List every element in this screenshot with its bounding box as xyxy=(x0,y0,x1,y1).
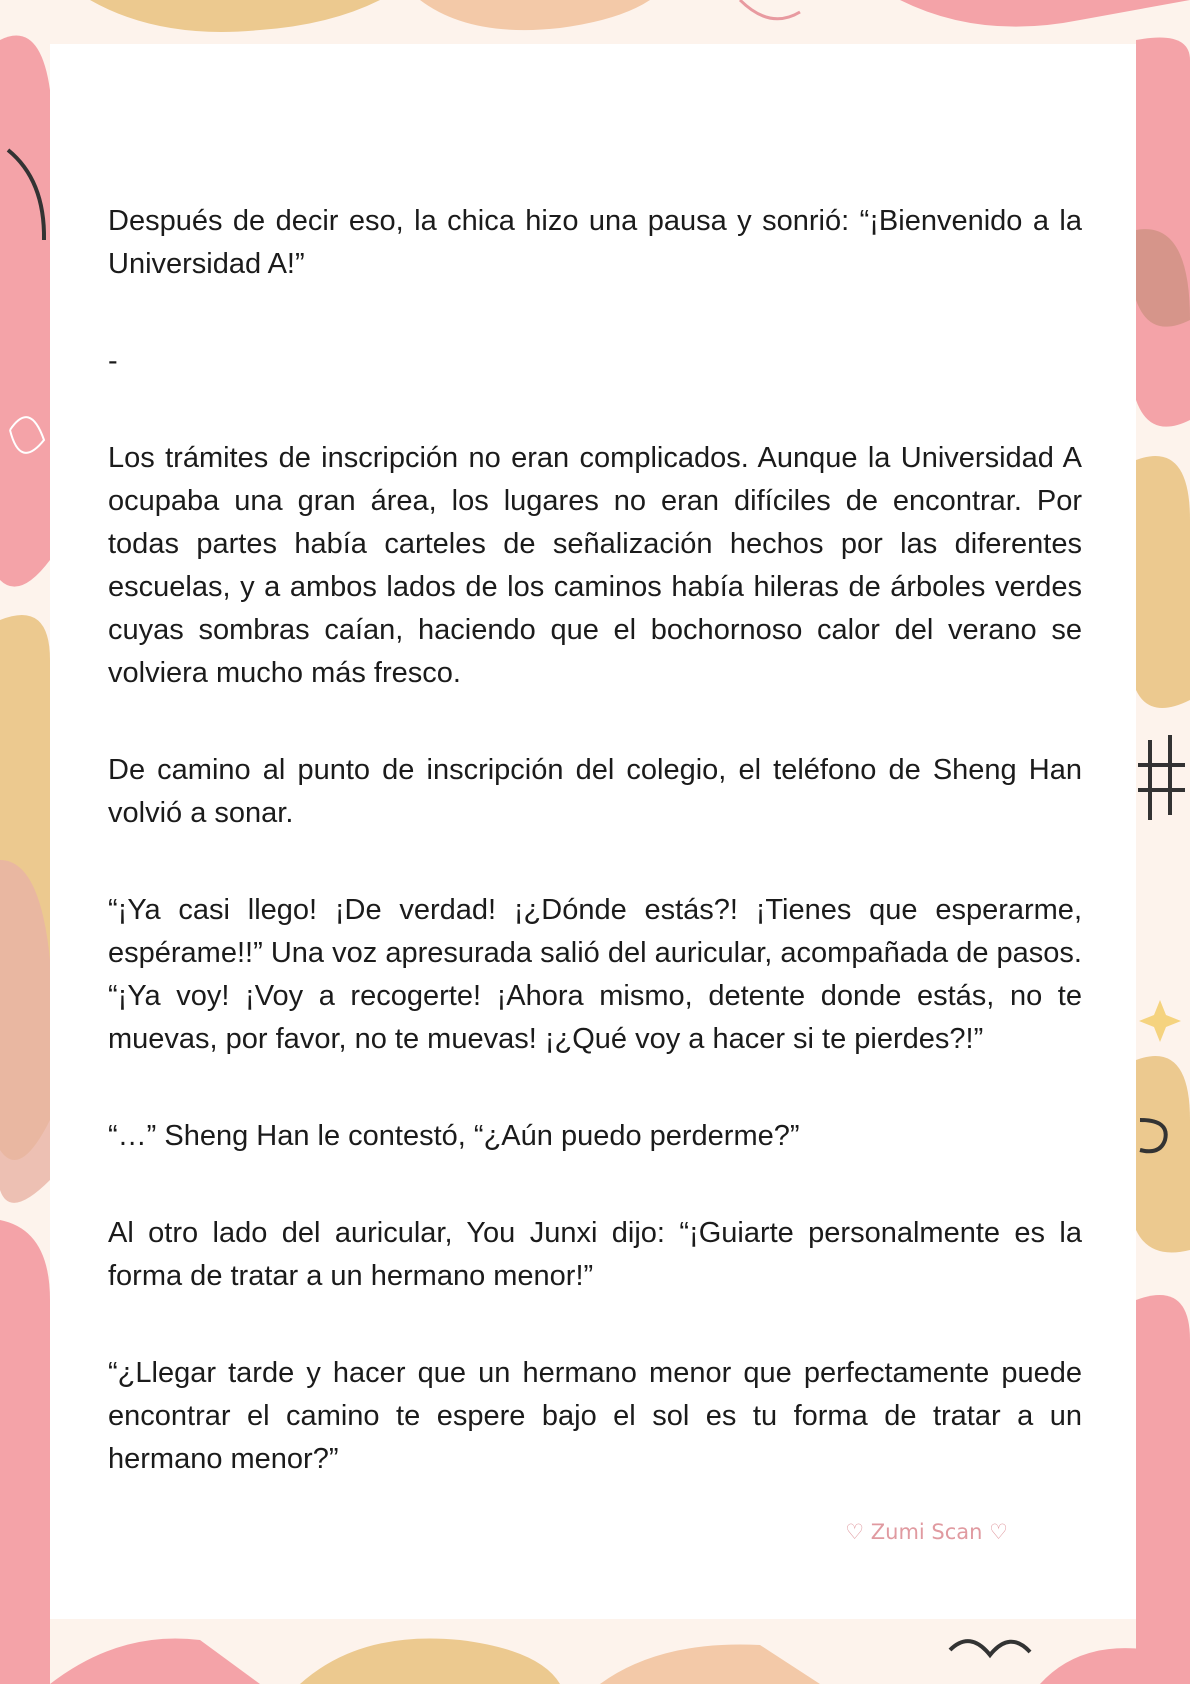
page-sheet xyxy=(50,44,1136,1619)
right-blob-sand-low xyxy=(1136,1056,1190,1253)
paragraph: Al otro lado del auricular, You Junxi dijo: “¡Guiarte personalmente es la forma de tratar a un hermano menor!” xyxy=(108,1217,1082,1292)
right-blob-pink-bottom xyxy=(1136,1295,1190,1684)
scanlation-credit: ♡ Zumi Scan ♡ xyxy=(845,1520,1008,1544)
chapter-text xyxy=(108,200,1082,1535)
paragraph: Los trámites de inscripción no eran complicados. Aunque la Universidad A ocupaba una gran área, los lugares no eran difíciles de encontrar. Por todas partes había carteles de señalización hechos por las diferentes escuelas, y a ambos lados de los caminos había hileras de árboles verdes cuyas sombras caían, haciendo que el bochornoso calor del verano se volviera mucho más fresco. xyxy=(108,442,1082,689)
paragraph: “…” Sheng Han le contestó, “¿Aún puedo perderme?” xyxy=(108,1120,800,1152)
paragraph-separator: - xyxy=(108,345,118,377)
left-blob-pink-top xyxy=(0,36,50,587)
paragraph: “¿Llegar tarde y hacer que un hermano menor que perfectamente puede encontrar el camino te espere bajo el sol es tu forma de tratar a un hermano menor?” xyxy=(108,1357,1082,1475)
paragraph: Después de decir eso, la chica hizo una pausa y sonrió: “¡Bienvenido a la Universidad A!” xyxy=(108,205,1082,280)
right-blob-sand-mid xyxy=(1136,456,1190,708)
paragraph: De camino al punto de inscripción del colegio, el teléfono de Sheng Han volvió a sonar. xyxy=(108,754,1082,829)
left-blob-pink-bottom xyxy=(0,1220,50,1684)
paragraph: “¡Ya casi llego! ¡De verdad! ¡¿Dónde estás?! ¡Tienes que esperarme, espérame!!” Una voz apresurada salió del auricular, acompañada de pasos. “¡Ya voy! ¡Voy a recogerte! ¡Ahora mismo, detente donde estás, no te muevas, por favor, no te muevas! ¡¿Qué voy a hacer si te pierdes?!” xyxy=(108,894,1082,1055)
